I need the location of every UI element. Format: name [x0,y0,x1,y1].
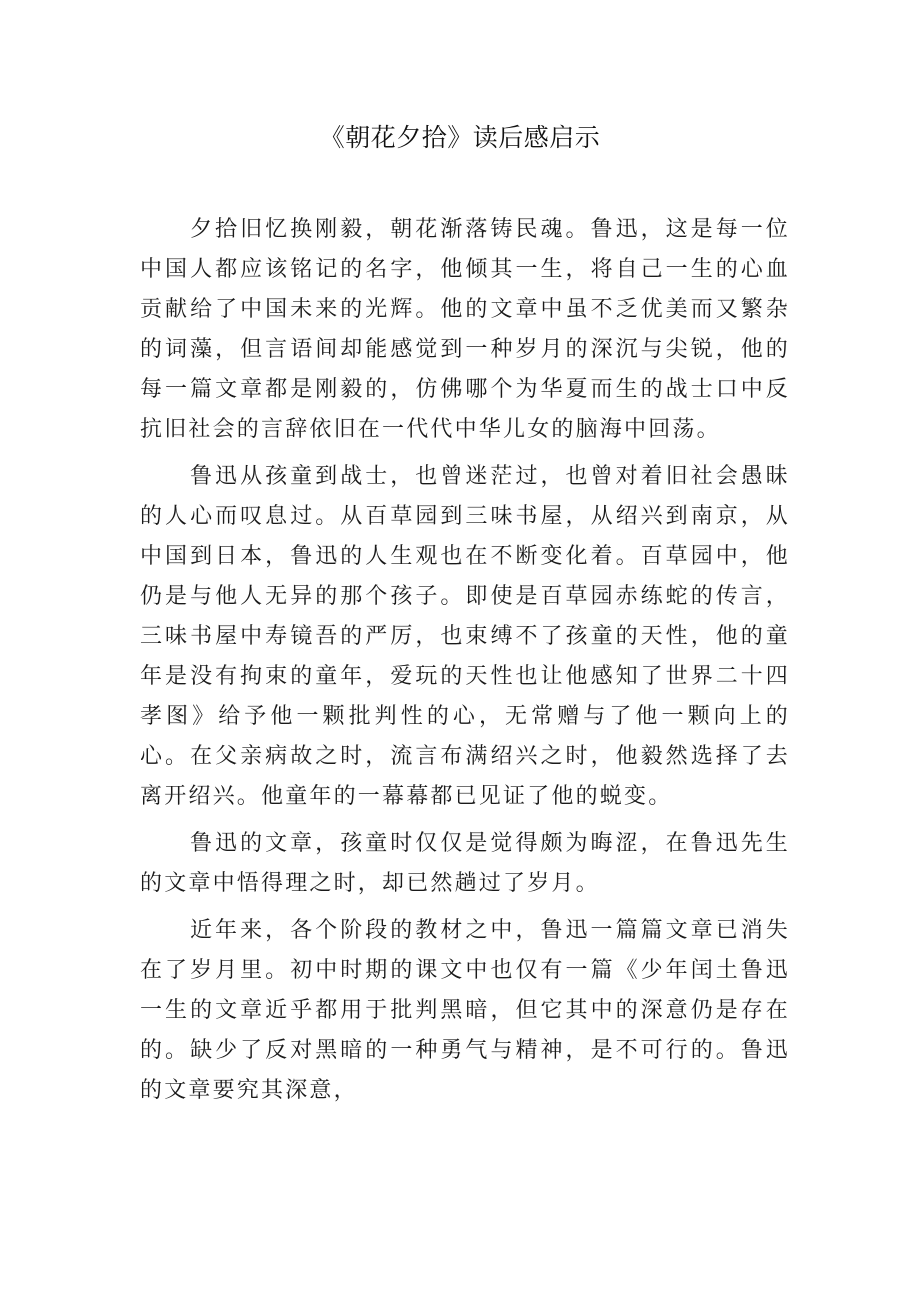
paragraph-3: 鲁迅的文章，孩童时仅仅是觉得颇为晦涩，在鲁迅先生的文章中悟得理之时，却已然趟过了岁月。 [140,831,790,896]
document-title: 《朝花夕拾》读后感启示 [319,123,601,152]
paragraph-2: 鲁迅从孩童到战士，也曾迷茫过，也曾对着旧社会愚昧的人心而叹息过。从百草园到三味书屋，从绍兴到南京，从中国到日本，鲁迅的人生观也在不断变化着。百草园中，他仍是与他人无异的那个孩子。即使是百草园赤练蛇的传言，三味书屋中寿镜吾的严厉，也束缚不了孩童的天性，他的童年是没有拘束的童年，爱玩的天性也让他感知了世界二十四孝图》给予他一颗批判性的心，无常赠与了他一颗向上的心。在父亲病故之时，流言布满绍兴之时，他毅然选择了去离开绍兴。他童年的一幕幕都已见证了他的蜕变。 [140,464,790,809]
document-body [140,210,790,1118]
paragraph-4: 近年来，各个阶段的教材之中，鲁迅一篇篇文章已消失在了岁月里。初中时期的课文中也仅有一篇《少年闰土鲁迅一生的文章近乎都用于批判黑暗，但它其中的深意仍是存在的。缺少了反对黑暗的一种勇气与精神，是不可行的。鲁迅的文章要究其深意， [140,918,790,1103]
paragraph-1: 夕拾旧忆换刚毅，朝花渐落铸民魂。鲁迅，这是每一位中国人都应该铭记的名字，他倾其一生，将自己一生的心血贡献给了中国未来的光辉。他的文章中虽不乏优美而又繁杂的词藻，但言语间却能感觉到一种岁月的深沉与尖锐，他的每一篇文章都是刚毅的，仿佛哪个为华夏而生的战士口中反抗旧社会的言辞依旧在一代代中华儿女的脑海中回荡。 [140,217,790,442]
